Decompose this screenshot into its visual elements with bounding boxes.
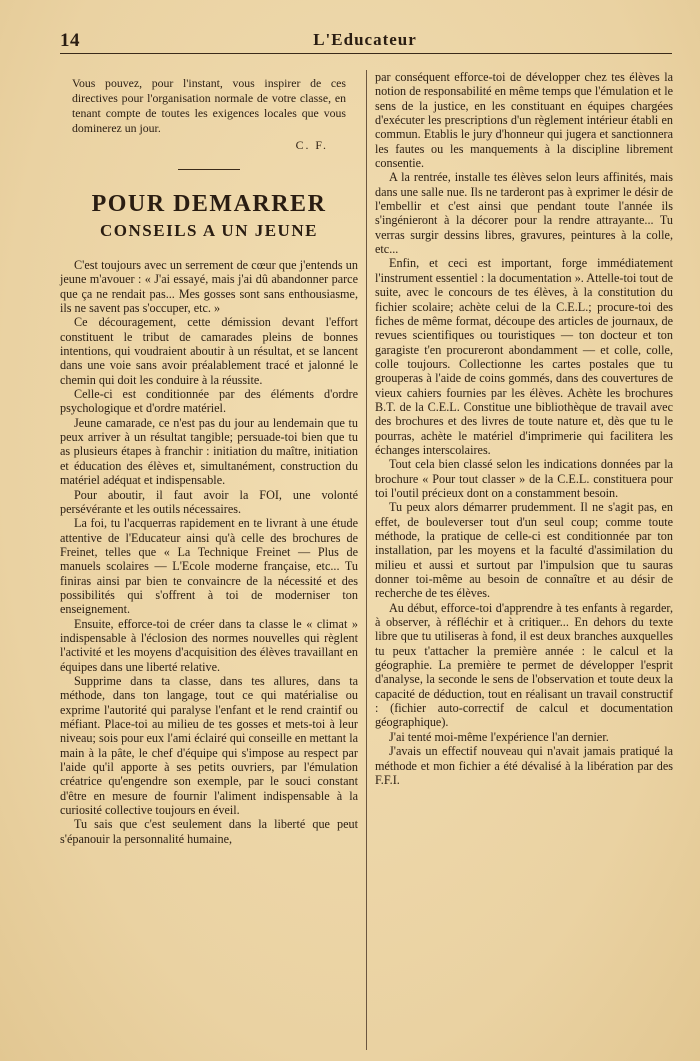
- paragraph: La foi, tu l'acquerras rapidement en te livrant à une étude attentive de l'Educateur ainsi qu'à celle des brochures de Freinet, telles que « La Technique Freinet — Plus de manuels scolaires — L'Ecole moderne française, etc... Tu finiras ainsi par bien te convaincre de la nécessité et des possibilités qui s'offrent à toi de moderniser ton enseignement.: [60, 516, 358, 617]
- paragraph: Pour aboutir, il faut avoir la FOI, une volonté persévérante et les outils nécessaires.: [60, 487, 358, 516]
- header-rule: [60, 53, 672, 54]
- paragraph: Tu sais que c'est seulement dans la liberté que peut s'épanouir la personnalité humaine,: [60, 817, 358, 846]
- paragraph: Ensuite, efforce-toi de créer dans ta classe le « climat » indispensable à l'éclosion des normes nouvelles qui règlent l'activité et les moyens d'acquisition des élèves travaillant en équipes dans une liberté relative.: [60, 616, 358, 674]
- column-divider: [366, 70, 367, 1050]
- left-column: [60, 70, 358, 846]
- paragraph: Jeune camarade, ce n'est pas du jour au lendemain que tu peux arriver à un résultat tangible; persuade-toi bien que tu as plusieurs étapes à franchir : initiation du maître, initiation et éducation des élèves et, simultanément, construction du matériel adéquat et indispensable.: [60, 415, 358, 488]
- journal-title: L'Educateur: [313, 30, 417, 49]
- paragraph: Au début, efforce-toi d'apprendre à tes enfants à regarder, à observer, à réfléchir et à critiquer... En dehors du texte libre que tu utiliseras à fond, il est deux branches auxquelles tu peux t'attacher la première année : le calcul et la géographie. La première te permet de développer l'esprit d'analyse, la seconde le sens de l'observation et toute deux la capacité de déduction, tout en réalisant un travail constructif : (fichier auto-correctif de calcul et documentation géographique).: [375, 600, 673, 730]
- intro-text: Vous pouvez, pour l'instant, vous inspirer de ces directives pour l'organisation normale de votre classe, en tenant compte de toutes les exigences locales que vous dominerez un jour.: [72, 76, 346, 135]
- paragraph: A la rentrée, installe tes élèves selon leurs affinités, mais dans une salle nue. Ils ne tarderont pas à exprimer le désir de l'embellir et c'est ainsi que pendant toute l'année ils s'ingénieront à la décorer pour la rendre attrayante... Tu verras surgir dessins libres, gravures, peintures à la colle, etc...: [375, 170, 673, 257]
- right-column: [375, 70, 673, 787]
- page-header: [60, 28, 670, 52]
- paragraph: C'est toujours avec un serrement de cœur que j'entends un jeune m'avouer : « J'ai essayé, mais j'ai dû abandonner parce que ça ne rendait pas... Mes gosses sont sans enthousiasme, ils ne savent pas s'occuper, etc. »: [60, 258, 358, 316]
- paragraph: Enfin, et ceci est important, forge immédiatement l'instrument essentiel : la documentation ». Attelle-toi tout de suite, avec le concours de tes élèves, à la constitution du fichier scolaire; achète celui de la C.E.L.; procure-toi des fiches de même format, découpe des articles de journaux, de revues scientifiques ou touristiques — ton docteur et ton garagiste t'en procureront abondamment — et colle, colle, colle toujours. Collectionne les cartes postales que tu grouperas à l'aide de coins gommés, dans des couvertures de vieux cahiers fournies par les élèves. Achète les brochures B.T. de la C.E.L. Constitue une bibliothèque de travail avec des brochures et des livres de toute nature et, dès que tu le pourras, achète le matériel d'imprimerie qui facilitera les échanges interscolaires.: [375, 256, 673, 457]
- paragraph: Tout cela bien classé selon les indications données par la brochure « Pour tout classer » de la C.E.L. constituera pour toi l'outil précieux dont on a constamment besoin.: [375, 457, 673, 500]
- paragraph: Tu peux alors démarrer prudemment. Il ne s'agit pas, en effet, de bouleverser tout d'un seul coup; comme toute méthode, la pratique de celle-ci est conditionnée par ton installation, par les moyens et la faculté d'assimilation du milieu et aussi et surtout par l'impulsion que tu sauras donner toi-même au besoin de connaître et au désir de recherche de tes élèves.: [375, 500, 673, 601]
- paragraph: Celle-ci est conditionnée par des éléments d'ordre psychologique et d'ordre matériel.: [60, 387, 358, 416]
- intro-note: [60, 70, 358, 153]
- section-divider: [178, 169, 240, 170]
- intro-signature: C. F.: [295, 138, 328, 152]
- article-title: POUR DEMARRER: [91, 191, 327, 217]
- paragraph: Supprime dans ta classe, dans tes allures, dans ta méthode, dans ton langage, tout ce qui matérialise ou exprime l'autorité qui paralyse l'enfant et le rend craintif ou méfiant. Place-toi au milieu de tes gosses et mets-toi à leur niveau; sois pour eux l'ami éclairé qui conseille en mettant la main à la pâte, le chef d'équipe qui s'impose au respect par l'aide qu'il apporte à ses petits ouvriers, par l'émulation créatrice qu'engendre son exemple, par le souci constant d'être en mesure de fournir l'aliment indispensable à la curiosité collective toujours en éveil.: [60, 673, 358, 818]
- article-subtitle: CONSEILS A UN JEUNE: [100, 221, 318, 240]
- paragraph: J'avais un effectif nouveau qui n'avait jamais pratiqué la méthode et mon fichier a été dévalisé à la libération par des F.F.I.: [375, 744, 673, 787]
- page-number: 14: [60, 30, 80, 51]
- paragraph: par conséquent efforce-toi de développer chez tes élèves la notion de responsabilité en même temps que l'émulation et le sens de la justice, en les constituant en équipes chargées d'exécuter les prescriptions d'un règlement intérieur établi en commun. Etablis le jury d'honneur qui jugera et sanctionnera les fautes ou les manquements à la discipline librement consentie.: [375, 70, 673, 171]
- paragraph: J'ai tenté moi-même l'expérience l'an dernier.: [389, 729, 609, 744]
- paragraph: Ce découragement, cette démission devant l'effort constituent le tribut de camarades pleins de bonnes intentions, qui voudraient aboutir à un résultat, et se lancent dans une voie sans avoir préalablement tracé et jalonné le chemin qui doit les conduire à la réussite.: [60, 315, 358, 387]
